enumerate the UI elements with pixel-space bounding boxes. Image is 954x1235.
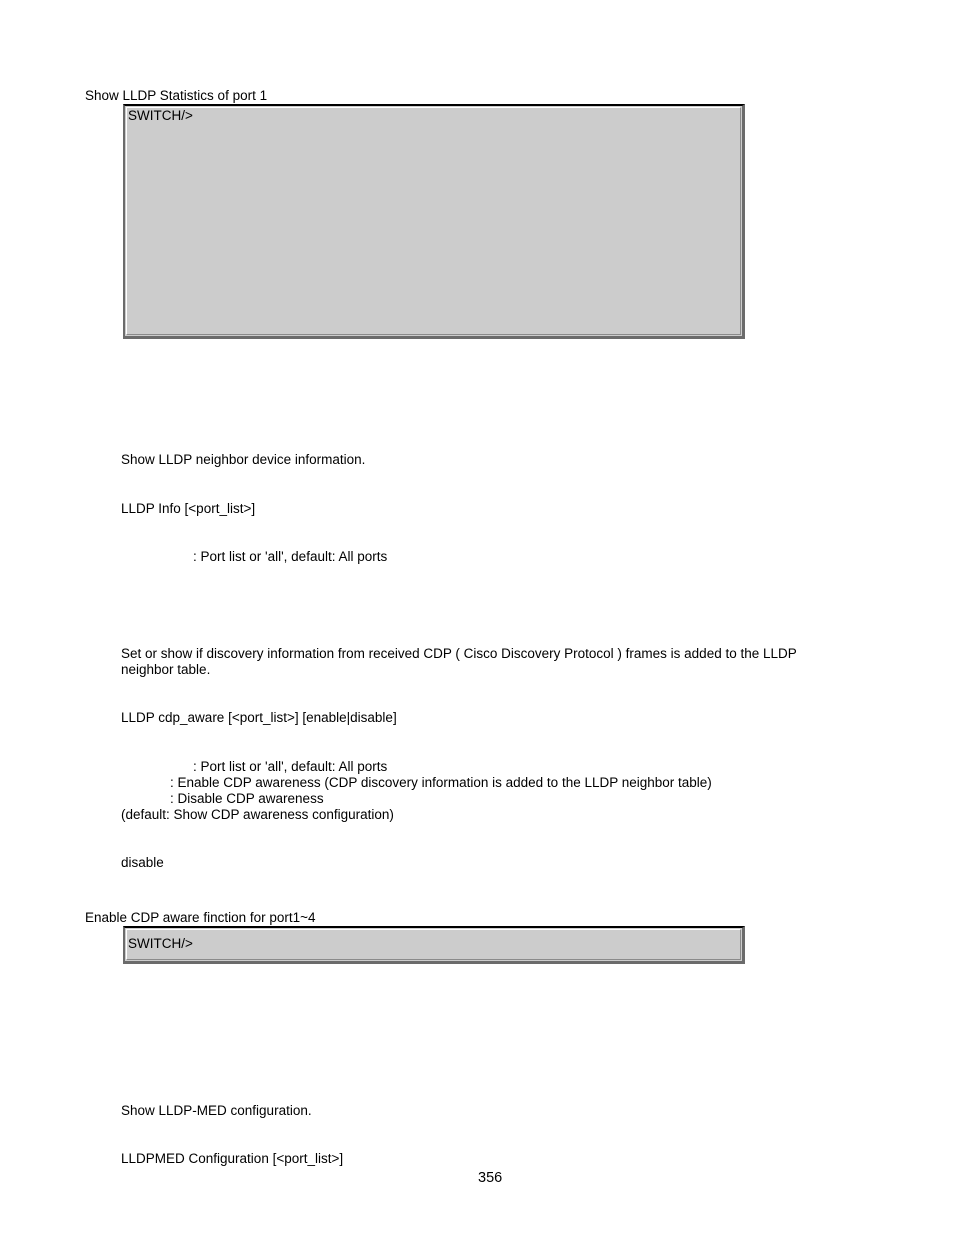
lldpmed-config-description: Show LLDP-MED configuration. xyxy=(121,1103,312,1118)
console-output-box-cdp xyxy=(123,926,745,964)
cdp-aware-description-line2: neighbor table. xyxy=(121,662,211,677)
console-inner-bevel xyxy=(126,107,741,335)
cdp-aware-param-port-list: : Port list or 'all', default: All ports xyxy=(193,759,388,774)
example-caption-cdp-aware: Enable CDP aware finction for port1~4 xyxy=(85,910,316,925)
cdp-aware-description-line1: Set or show if discovery information from received CDP ( Cisco Discovery Protocol ) frames is added to the LLDP xyxy=(121,646,797,661)
console-output-box xyxy=(123,104,745,339)
console-prompt: SWITCH/> xyxy=(128,936,193,951)
cdp-aware-syntax: LLDP cdp_aware [<port_list>] [enable|disable] xyxy=(121,710,397,725)
cdp-aware-default-value: disable xyxy=(121,855,164,870)
console-prompt: SWITCH/> xyxy=(128,108,193,123)
cdp-aware-param-default: (default: Show CDP awareness configuration) xyxy=(121,807,394,822)
page-number: 356 xyxy=(478,1170,503,1186)
example-caption-lldp-statistics: Show LLDP Statistics of port 1 xyxy=(85,88,268,103)
lldp-info-description: Show LLDP neighbor device information. xyxy=(121,452,366,467)
lldp-info-param-port-list: : Port list or 'all', default: All ports xyxy=(193,549,388,564)
lldpmed-config-syntax: LLDPMED Configuration [<port_list>] xyxy=(121,1151,344,1166)
cdp-aware-param-disable: : Disable CDP awareness xyxy=(170,791,324,806)
lldp-info-syntax: LLDP Info [<port_list>] xyxy=(121,501,256,516)
cdp-aware-param-enable: : Enable CDP awareness (CDP discovery information is added to the LLDP neighbor table) xyxy=(170,775,712,790)
console-inner-bevel xyxy=(126,929,741,960)
